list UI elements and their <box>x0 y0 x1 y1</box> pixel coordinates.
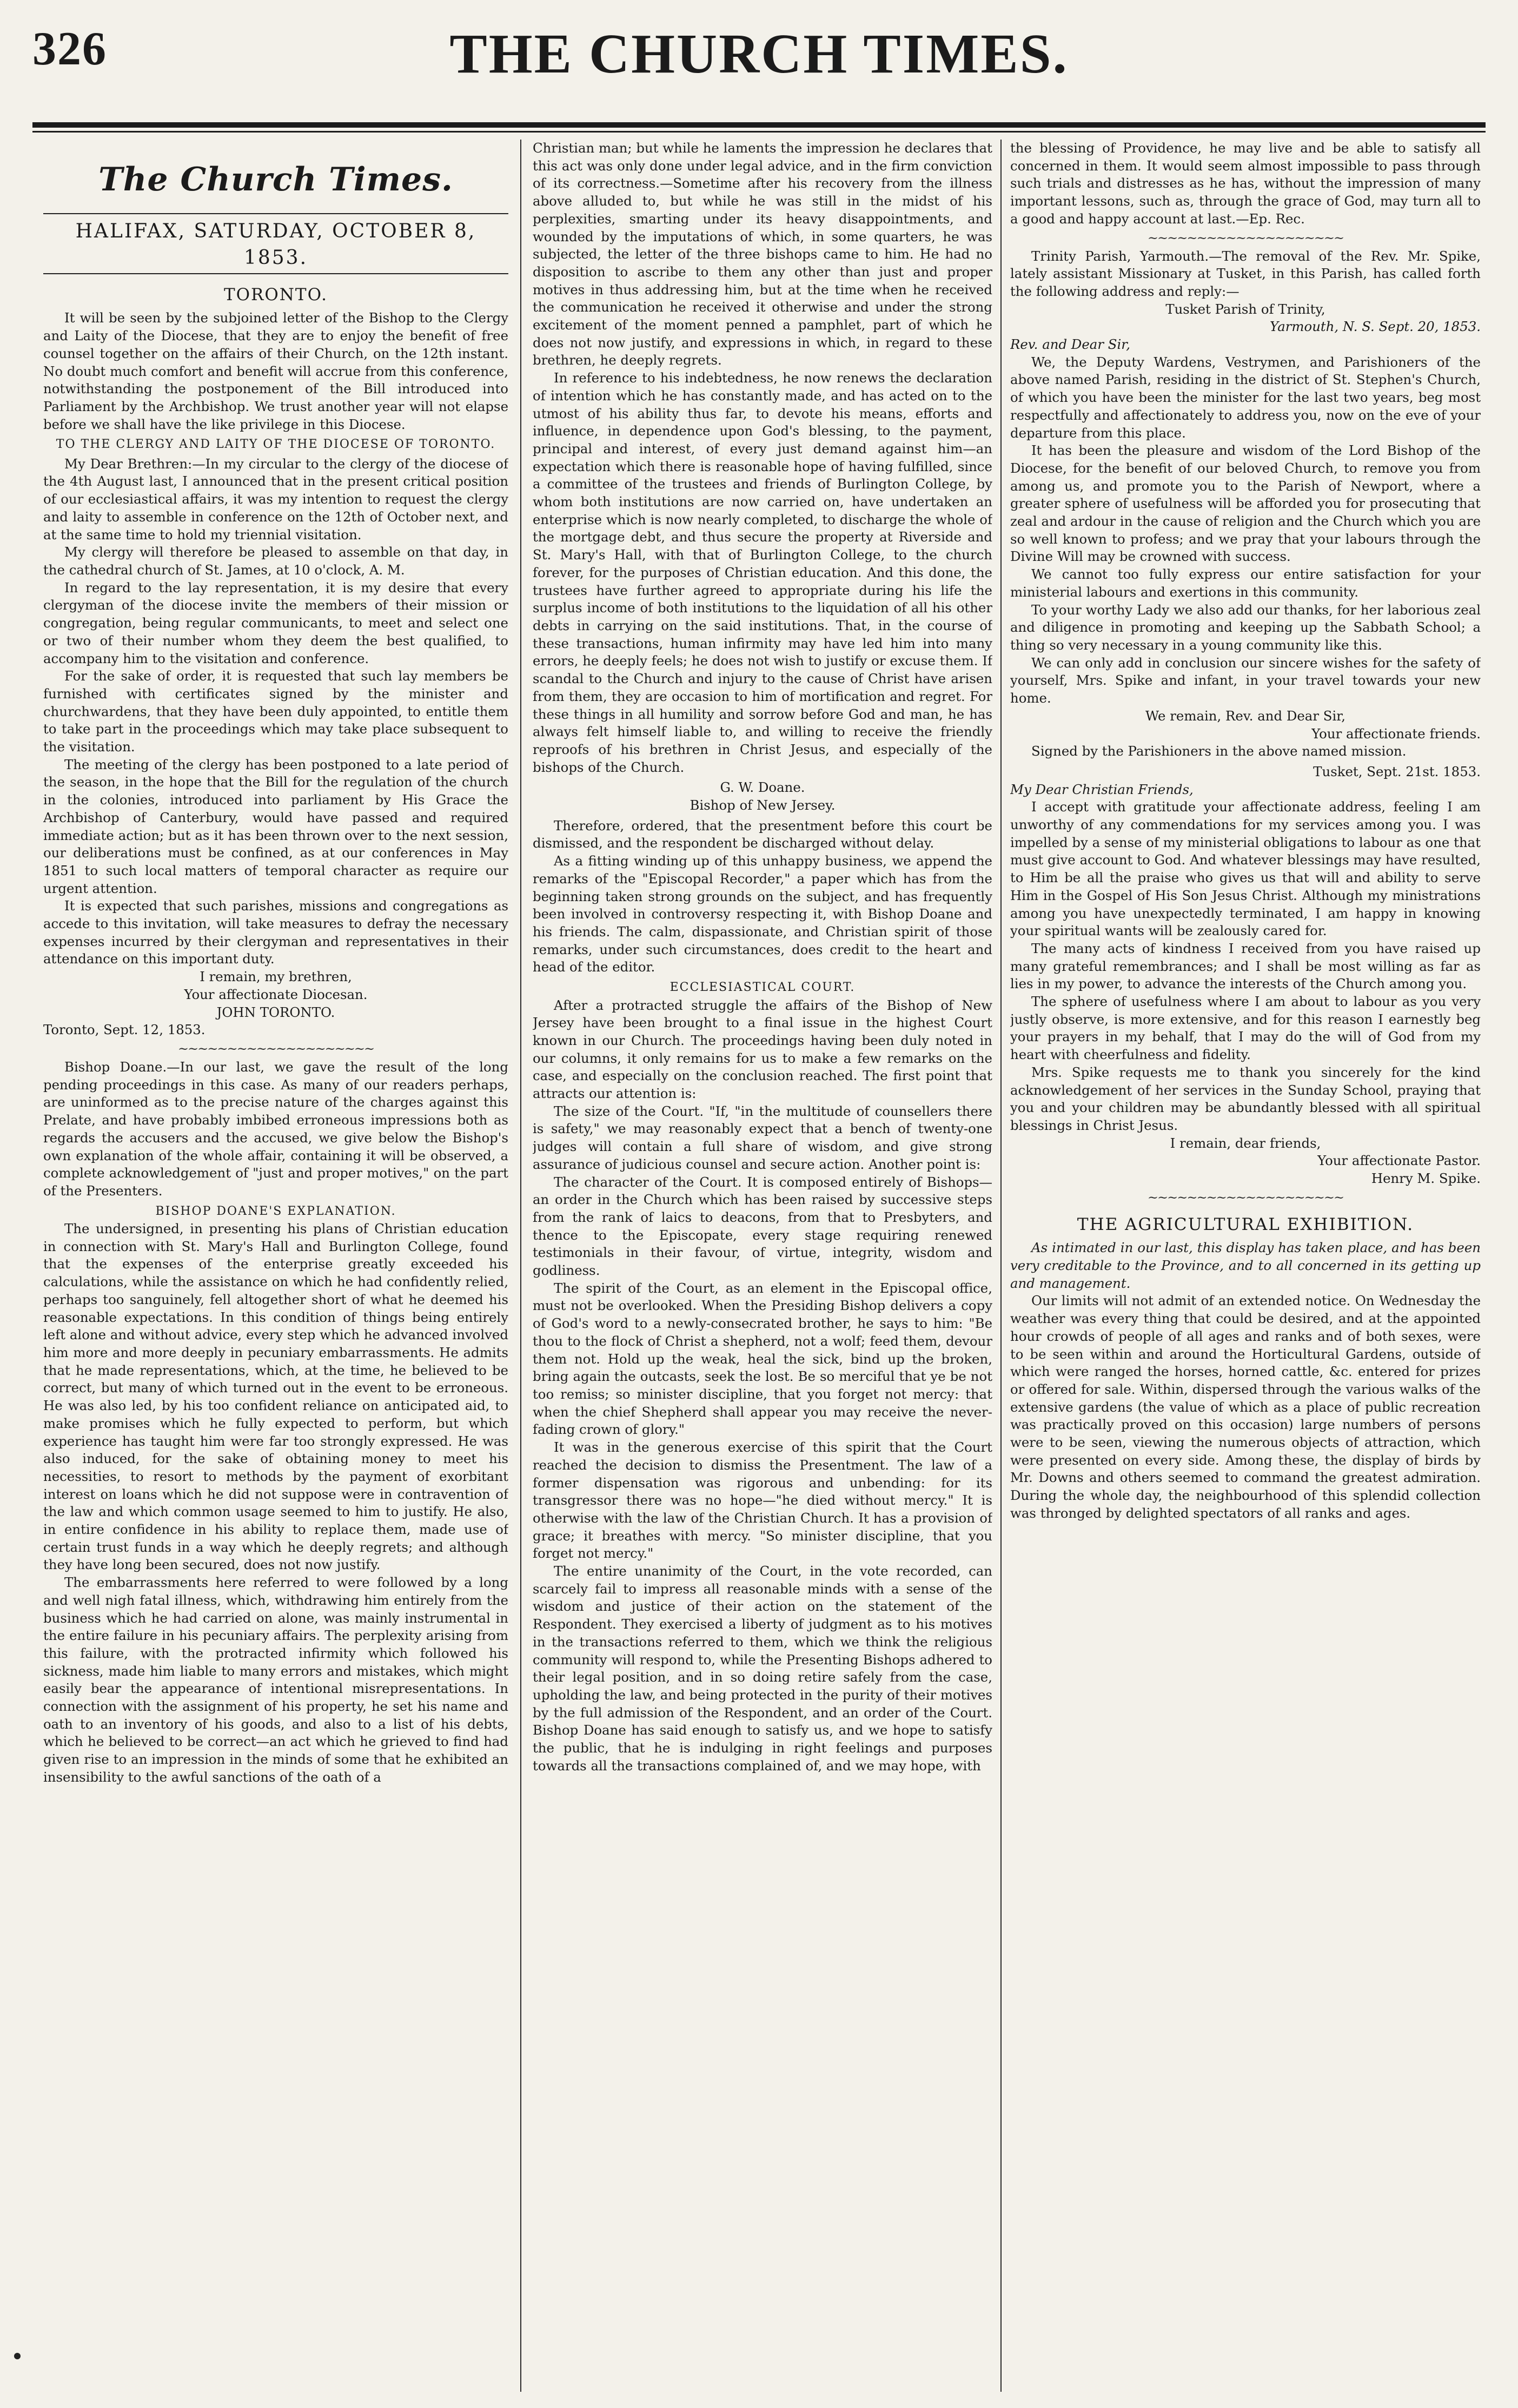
article-paragraph: The many acts of kindness I received from you have raised up many grateful remembrances; and I shall be most willing as far as lies in my power, to advance the interests of the Church among you. <box>1010 940 1481 992</box>
section-heading-toronto: TORONTO. <box>223 285 328 305</box>
letter-place-date: Toronto, Sept. 12, 1853. <box>43 1022 206 1038</box>
address-closing: We remain, Rev. and Dear Sir, <box>1145 707 1346 724</box>
article-paragraph: I accept with gratitude your affectionate address, feeling I am unworthy of any commendations for my services among you. I was impelled by a sense of my ministerial obligations to labour as one that must give account to God. And whatever blessings may have resulted, to Him be all the praise who gives us that will and ability to serve Him in the Gospel of His Son Jesus Christ. Although my ministrations among you have unexpectedly terminated, I am happy in knowing your spiritual wants will be zealously cared for. <box>1010 799 1481 939</box>
article-paragraph: Mrs. Spike requests me to thank you sincerely for the kind acknowledgement of her services in the Sunday School, praying that you and your children may be abundantly blessed with all spiritual blessings in Christ Jesus. <box>1010 1064 1481 1133</box>
article-paragraph: To your worthy Lady we also add our thanks, for her laborious zeal and diligence in promoting and keeping up the Sabbath School; a thing so very necessary in a young community like this. <box>1010 601 1481 653</box>
article-paragraph: It was in the generous exercise of this spirit that the Court reached the decision to dismiss the Presentment. The law of a former dispensation was rigorous and unbending: for its transgressor there was no hope—"he died without mercy." It is otherwise with the law of the Christian Church. It has a provision of grace; it breathes with mercy. "So minister discipline, that you forget not mercy." <box>533 1439 992 1562</box>
reply-salutation: My Dear Christian Friends, <box>1010 781 1194 797</box>
article-paragraph: The character of the Court. It is composed entirely of Bishops—an order in the Church which has been raised by successive steps from the rank of laics to deacons, from that to Presbyters, and thence to the Episcopate, every stage requiring renewed testimonials in their favour, of virtue, integrity, wisdom and godliness. <box>533 1174 992 1279</box>
address-date: Yarmouth, N. S. Sept. 20, 1853. <box>1269 319 1481 335</box>
explanation-signer: G. W. Doane. <box>720 779 805 796</box>
column-2 <box>533 140 992 2397</box>
article-paragraph: We, the Deputy Wardens, Vestrymen, and Parishioners of the above named Parish, residing in the district of St. Stephen's Church, of which you have been the minister for the last two years, beg most respectfully and affectionately to address you, now on the eve of your departure from this place. <box>1010 354 1481 441</box>
dateline: HALIFAX, SATURDAY, OCTOBER 8, 1853. <box>43 213 508 274</box>
article-paragraph: The undersigned, in presenting his plans of Christian education in connection with St. Mary's Hall and Burlington College, found that the expenses of the enterprise greatly exceeded his calculations, while the assistance on which he had confidently relied, perhaps too sanguinely, fell altogether short of what he deemed his reasonable expectations. In this condition of things being entirely left alone and without advice, every step which he advanced involved him more and more deeply in pecuniary embarrassments. He admits that he made representations, which, at the time, he believed to be correct, but many of which turned out in the event to be erroneous. He was also led, by his too confident reliance on anticipated aid, to make promises which he fully expected to perform, but which experience has taught him were far too strongly expressed. He was also induced, for the sake of obtaining money to meet his necessities, to resort to methods by the payment of exorbitant interest on loans which he did not suppose were in contravention of the law and which common usage seemed to him to justify. He also, in entire confidence in his ability to replace them, made use of certain trust funds in a way which he deeply regrets; and although they have long been secured, does not now justify. <box>43 1221 508 1573</box>
header-rule-thin <box>32 131 1486 133</box>
article-paragraph: The embarrassments here referred to were followed by a long and well nigh fatal illness, which, withdrawing him entirely from the business which he had carried on alone, was mainly instrumental in the entire failure in his pecuniary affairs. The perplexity arising from this failure, with the protracted infirmity which followed his sickness, made him liable to many errors and mistakes, which might easily bear the appearance of intentional misrepresentations. In connection with the assignment of his property, he set his name and oath to an inventory of his goods, and also to a list of his debts, which he believed to be correct—an act which he grieved to find had given rise to an impression in the minds of some that he exhibited an insensibility to the awful sanctions of the oath of a <box>43 1575 508 1785</box>
running-title: THE CHURCH TIMES. <box>449 23 1069 85</box>
article-paragraph: the blessing of Providence, he may live and be able to satisfy all concerned in them. It would seem almost impossible to pass through such trials and distresses as he has, without the impression of many important lessons, such as, through the grace of God, may turn all to a good and happy account at last.—Ep. Rec. <box>1010 140 1481 227</box>
article-paragraph: After a protracted struggle the affairs of the Bishop of New Jersey have been brought to a final issue in the highest Court known in our Church. The proceedings having been duly noted in our columns, it only remains for us to make a few remarks on the case, and especially on the conclusion reached. The first point that attracts our attention is: <box>533 997 992 1102</box>
header-rule <box>32 122 1486 128</box>
article-paragraph: Bishop Doane.—In our last, we gave the result of the long pending proceedings in this case. As many of our readers perhaps, are uninformed as to the precise nature of the charges against this Prelate, and have probably imbibed erroneous impressions both as regards the accusers and the accused, we give below the Bishop's own explanation of the whole affair, containing it will be observed, a complete acknowledgement of "just and proper motives," on the part of the Presenters. <box>43 1059 508 1199</box>
article-paragraph: It will be seen by the subjoined letter of the Bishop to the Clergy and Laity of the Diocese, that they are to enjoy the benefit of free counsel together on the affairs of their Church, on the 12th instant. No doubt much comfort and benefit will accrue from this conference, notwithstanding the postponement of the Bill introduced into Parliament by the Archbishop. We trust another year will not elapse before we shall have the like privilege in this Diocese. <box>43 310 508 432</box>
article-paragraph: It has been the pleasure and wisdom of the Lord Bishop of the Diocese, for the benefit of our beloved Church, to remove you from among us, and promote you to the Parish of Newport, where a greater sphere of usefulness will be afforded you for prosecuting that zeal and ardour in the cause of religion and the Church which you are so well known to profess; and we pray that your labours through the Divine Will may be crowned with success. <box>1010 442 1481 565</box>
reply-date: Tusket, Sept. 21st. 1853. <box>1313 763 1481 779</box>
article-paragraph: As intimated in our last, this display has taken place, and has been very creditable to the Province, and to all concerned in its getting up and management. <box>1010 1240 1481 1291</box>
article-paragraph: My clergy will therefore be pleased to assemble on that day, in the cathedral church of St. James, at 10 o'clock, A. M. <box>43 544 508 578</box>
column-divider <box>520 140 521 2392</box>
article-paragraph: In reference to his indebtedness, he now renews the declaration of intention which he has constantly made, and has acted on to the utmost of his ability thus far, to devote his means, efforts and influence, in dependence upon God's blessing, to the payment, principal and interest, of every just demand against him—an expectation which there is reasonable hope of having fulfilled, since a committee of the trustees and friends of Burlington College, by whom both institutions are now carried on, have undertaken an enterprise which is now nearly completed, to discharge the whole of the mortgage debt, and thus secure the property at Riverside and St. Mary's Hall, with that of Burlington College, to the church forever, for the purposes of Christian education. And this done, the trustees have further agreed to appropriate during his life the surplus income of both institutions to the liquidation of all his other debts in carrying on the said institutions. That, in the course of these transactions, human infirmity may have led him into many errors, he deeply feels; he does not wish to justify or excuse them. If scandal to the Church and injury to the cause of Christ have arisen from them, they are occasion to him of mortification and regret. For these things in all humility and sorrow before God and man, he has always felt himself liable to, and willing to receive the friendly reproofs of his brethren in Christ Jesus, and especially of the bishops of the Church. <box>533 370 992 775</box>
section-divider: ~~~~~~~~~~~~~~~~~~~~ <box>177 1041 374 1056</box>
address-heading: Tusket Parish of Trinity, <box>1165 301 1325 317</box>
page-header <box>32 22 1486 119</box>
article-paragraph: My Dear Brethren:—In my circular to the clergy of the diocese of the 4th August last, I announced that in the present critical position of our ecclesiastical affairs, it was my intention to request the clergy and laity to assemble in conference on the 12th of October next, and at the same time to hold my triennial visitation. <box>43 455 508 543</box>
reply-signer: Henry M. Spike. <box>1371 1170 1481 1187</box>
column-1 <box>43 140 508 2397</box>
article-paragraph: As a fitting winding up of this unhappy business, we append the remarks of the "Episcopal Recorder," a paper which has from the beginning taken strong grounds on the subject, and has frequently been involved in controversy respecting it, with Bishop Doane and his friends. The calm, dispassionate, and Christian spirit of those remarks, under such circumstances, does credit to the heart and head of the editor. <box>533 853 992 975</box>
section-divider: ~~~~~~~~~~~~~~~~~~~~ <box>1147 230 1344 246</box>
reply-closing: I remain, dear friends, <box>1170 1135 1321 1151</box>
reply-closing: Your affectionate Pastor. <box>1317 1153 1481 1169</box>
page-number: 326 <box>32 23 107 75</box>
article-paragraph: We cannot too fully express our entire satisfaction for your ministerial labours and exertions in this community. <box>1010 566 1481 600</box>
explanation-signer-title: Bishop of New Jersey. <box>690 797 836 813</box>
article-paragraph: For the sake of order, it is requested that such lay members be furnished with certificates signed by the minister and churchwardens, that they have been duly appointed, to entitle them to take part in the proceedings which may take place subsequent to the visitation. <box>43 668 508 755</box>
address-signed: Signed by the Parishioners in the above named mission. <box>1031 743 1407 759</box>
article-paragraph: In regard to the lay representation, it is my desire that every clergyman of the diocese invite the members of their mission or congregation, being regular communicants, to meet and select one or two of their number whom they deem the best qualified, to accompany him to the visitation and conference. <box>43 579 508 666</box>
article-paragraph: It is expected that such parishes, missions and congregations as accede to this invitation, will take measures to defray the necessary expenses incurred by their clergyman and representatives in their attendance on this important duty. <box>43 898 508 967</box>
article-paragraph: We can only add in conclusion our sincere wishes for the safety of yourself, Mrs. Spike and infant, in your travel towards your new home. <box>1010 654 1481 706</box>
article-paragraph: The size of the Court. "If, "in the multitude of counsellers there is safety," we may reasonably expect that a bench of twenty-one judges will contain a full share of wisdom, and give strong assurance of judicious counsel and secure action. Another point is: <box>533 1103 992 1172</box>
article-paragraph: The sphere of usefulness where I am about to labour as you very justly observe, is more extensive, and for this reason I earnestly beg your prayers in my behalf, that I may do the will of God from my heart with cheerfulness and fidelity. <box>1010 994 1481 1063</box>
article-paragraph: The meeting of the clergy has been postponed to a late period of the season, in the hope that the Bill for the regulation of the church in the colonies, introduced into parliament by His Grace the Archbishop of Canterbury, would have passed and required immediate action; but as it has been thrown over to the next session, our deliberations must be confined, as at our conferences in May 1851 to such local matters of temporal character as require our urgent attention. <box>43 756 508 896</box>
article-paragraph: Christian man; but while he laments the impression he declares that this act was only done under legal advice, and in the firm conviction of its correctness.—Sometime after his recovery from the illness above alluded to, but while he was still in the midst of his perplexities, smarting under its heavy disappointments, and wounded by the imputations of which, in some quarters, he was subjected, the letter of the three bishops came to him. He had no disposition to ascribe to them any other than just and proper motives in thus addressing him, but at the time when he received the communication he received it otherwise and under the strong excitement of the moment penned a pamphlet, part of which he does not now justify, and expressions in which, in regard to these brethren, he deeply regrets. <box>533 140 992 368</box>
article-paragraph: Therefore, ordered, that the presentment before this court be dismissed, and the respondent be discharged without delay. <box>533 817 992 851</box>
margin-mark <box>14 2353 21 2359</box>
court-heading: ECCLESIASTICAL COURT. <box>669 981 856 995</box>
article-paragraph: Trinity Parish, Yarmouth.—The removal of the Rev. Mr. Spike, lately assistant Missionary at Tusket, in this Parish, has called forth the following address and reply:— <box>1010 248 1481 299</box>
section-heading-exhibition: THE AGRICULTURAL EXHIBITION. <box>1077 1214 1414 1234</box>
masthead-title: The Church Times. <box>98 161 453 199</box>
article-paragraph: The spirit of the Court, as an element in the Episcopal office, must not be overlooked. When the Presiding Bishop delivers a copy of God's word to a newly-consecrated brother, he says to him: "Be thou to the flock of Christ a shepherd, not a wolf; feed them, devour them not. Hold up the weak, heal the sick, bind up the broken, bring again the outcasts, seek the lost. Be so merciful that ye be not too remiss; so minister discipline, that you forget not mercy: that when the chief Shepherd shall appear you may receive the never-fading crown of glory." <box>533 1280 992 1438</box>
letter-closing: Your affectionate Diocesan. <box>184 986 368 1002</box>
article-paragraph: Our limits will not admit of an extended notice. On Wednesday the weather was every thing that could be desired, and at the appointed hour crowds of people of all ages and ranks and of both sexes, were to be seen within and around the Horticultural Gardens, outside of which were ranged the horses, horned cattle, &c. entered for prizes or offered for sale. Within, dispersed through the various walks of the extensive gardens (the value of which as a place of public recreation was practically proved on this occasion) large numbers of persons were to be seen, viewing the numerous objects of attraction, which were presented on every side. Among these, the display of birds by Mr. Downs and others seemed to command the greatest admiration. During the whole day, the neighbourhood of this splendid collection was thronged by delighted spectators of all ranks and ages. <box>1010 1293 1481 1521</box>
address-salutation: Rev. and Dear Sir, <box>1010 336 1130 353</box>
column-divider <box>1000 140 1002 2392</box>
section-divider: ~~~~~~~~~~~~~~~~~~~~ <box>1147 1189 1344 1205</box>
article-paragraph: The entire unanimity of the Court, in the vote recorded, can scarcely fail to impress all reasonable minds with a sense of the wisdom and justice of their action on the statement of the Respondent. They exercised a liberty of judgment as to his motives in the transactions referred to them, which we think the religious community will respond to, while the Presenting Bishops adhered to their legal position, and in so doing retire safely from the case, upholding the law, and being protected in the purity of their motives by the full admission of the Respondent, and an order of the Court. Bishop Doane has said enough to satisfy us, and we hope to satisfy the public, that he is indulging in right feelings and purposes towards all the transactions complained of, and we may hope, with <box>533 1563 992 1774</box>
explanation-heading: BISHOP DOANE'S EXPLANATION. <box>155 1204 396 1218</box>
letter-signer: JOHN TORONTO. <box>216 1004 335 1020</box>
column-3 <box>1010 140 1481 2397</box>
letter-heading: TO THE CLERGY AND LAITY OF THE DIOCESE OF TORONTO. <box>56 438 496 452</box>
letter-closing: I remain, my brethren, <box>200 969 352 985</box>
address-closing: Your affectionate friends. <box>1311 725 1481 742</box>
